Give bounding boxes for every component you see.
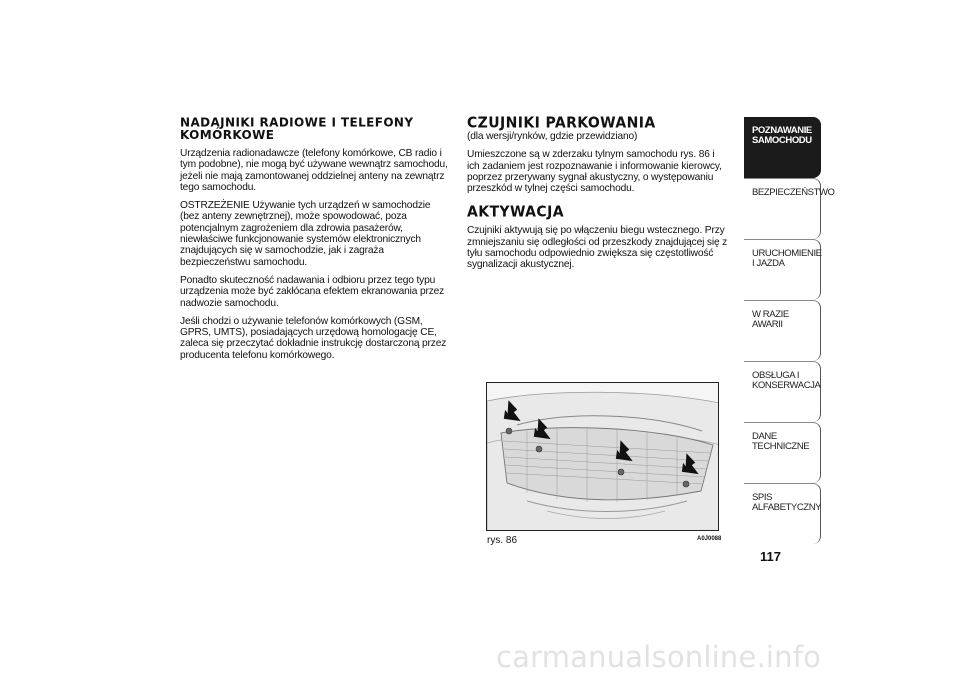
tab-dane-techniczne[interactable] — [744, 422, 821, 483]
tab-label: URUCHOMIENIE I JAZDA — [752, 248, 822, 269]
section-heading-activation: AKTYWACJA — [467, 204, 564, 222]
section-subtitle: (dla wersji/rynków, gdzie przewidziano) — [467, 131, 638, 142]
paragraph: Czujniki aktywują się po włączeniu biegu wstecznego. Przy zmniejszaniu się odległości od przeszkody znajdującej się z tyłu samochodu odpowiednio zwiększa się częstotliwość sygnalizacji akustycznej. — [467, 225, 728, 271]
left-column — [180, 116, 452, 368]
rear-bumper-illustration — [487, 383, 719, 531]
tab-w-razie-awarii[interactable] — [744, 300, 821, 361]
tab-bezpieczenstwo[interactable] — [744, 178, 835, 239]
right-column — [467, 116, 729, 278]
figure-rear-bumper — [486, 382, 719, 531]
figure-code: A0J0088 — [697, 536, 722, 542]
paragraph: Umieszczone są w zderzaku tylnym samochodu rys. 86 i ich zadaniem jest rozpoznawanie i informowanie kierowcy, poprzez przerywany sygnał akustyczny, o występowaniu przeszkód w tylnej części samochodu. — [467, 149, 722, 195]
tab-label: SPIS ALFABETYCZNY — [752, 492, 822, 513]
paragraph: OSTRZEŻENIE Używanie tych urządzeń w samochodzie (bez anteny zewnętrznej), może spowodować, poza potencjalnym zagrożeniem dla zdrowia pasażerów, niewłaściwe funkcjonowanie systemów elektronicznych znajdujących się w samochodzie, jak i zagraża bezpieczeństwu samochodu. — [180, 200, 431, 268]
tab-poznawanie-samochodu[interactable] — [744, 117, 821, 178]
watermark: carmanualsonline.info — [496, 640, 822, 674]
section-heading-parking: CZUJNIKI PARKOWANIA — [467, 114, 656, 132]
paragraph: Urządzenia radionadawcze (telefony komórkowe, CB radio i tym podobne), nie mogą być używane wewnątrz samochodu, jeżeli nie mają zamontowanej oddzielnej anteny na zewnątrz tego samochodu. — [180, 148, 448, 193]
tab-label: DANE TECHNICZNE — [752, 431, 810, 452]
tab-label: POZNAWANIE SAMOCHODU — [752, 125, 812, 146]
tab-label: W RAZIE AWARII — [752, 309, 789, 330]
tab-label: BEZPIECZEŃSTWO — [752, 187, 835, 198]
figure-caption: rys. 86 — [487, 535, 518, 546]
tab-label: OBSŁUGA I KONSERWACJA — [752, 370, 821, 391]
paragraph: Ponadto skuteczność nadawania i odbioru przez tego typu urządzenia może być zakłócana efektem ekranowania przez nadwozie samochodu. — [180, 274, 445, 309]
page-number: 117 — [760, 549, 781, 564]
section-heading-radio: NADAJNIKI RADIOWE I TELEFONY KOMÓRKOWE — [180, 114, 414, 143]
chapter-tabs — [744, 117, 835, 544]
tab-spis-alfabetyczny[interactable] — [744, 483, 821, 544]
tab-uruchomienie-i-jazda[interactable] — [744, 239, 821, 300]
tab-obsluga-i-konserwacja[interactable] — [744, 361, 821, 422]
paragraph: Jeśli chodzi o używanie telefonów komórkowych (GSM, GPRS, UMTS), posiadających urzędową homologację CE, zaleca się przeczytać dokładnie instrukcję dostarczoną przez producenta telefonu komórkowego. — [180, 315, 447, 361]
